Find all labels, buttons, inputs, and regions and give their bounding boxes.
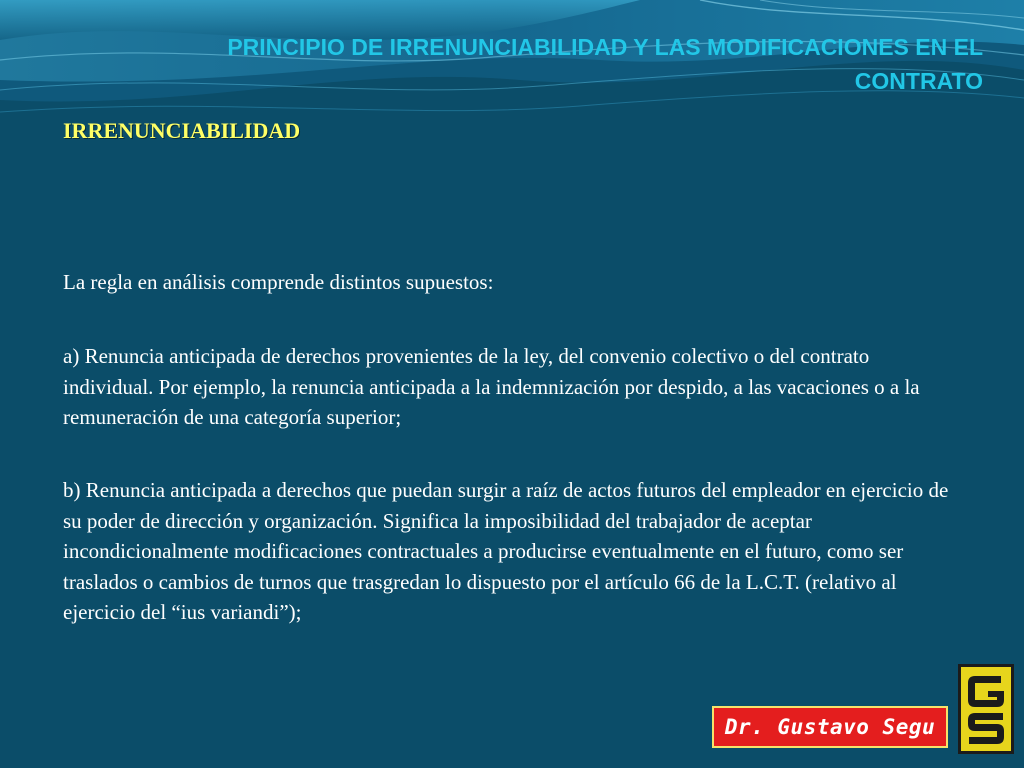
section-heading: IRRENUNCIABILIDAD (63, 118, 301, 143)
slide-title: PRINCIPIO DE IRRENUNCIABILIDAD Y LAS MODIFICACIONES EN EL CONTRATO (227, 34, 983, 94)
intro-paragraph: La regla en análisis comprende distintos supuestos: (63, 270, 494, 294)
paragraph-b: b) Renuncia anticipada a derechos que puedan surgir a raíz de actos futuros del empleador en ejercicio de su poder de dirección y organización. Significa la imposibilidad del trabajador de aceptar incondicionalmente modificaciones contractuales a producirse eventualmente en el futuro, como ser traslados o cambios de turnos que trasgredan lo dispuesto por el artículo 66 de la L.C.T. (relativo al ejercicio del “ius variandi”); (63, 478, 949, 624)
paragraph-a: a) Renuncia anticipada de derechos provenientes de la ley, del convenio colectivo o del contrato individual. Por ejemplo, la renuncia anticipada a la indemnización por despido, a las vacaciones o a la remuneración de una categoría superior; (63, 344, 920, 429)
gs-logo (958, 664, 1014, 754)
gs-logo-icon (961, 667, 1011, 751)
author-signature: Dr. Gustavo Segu (712, 706, 948, 748)
